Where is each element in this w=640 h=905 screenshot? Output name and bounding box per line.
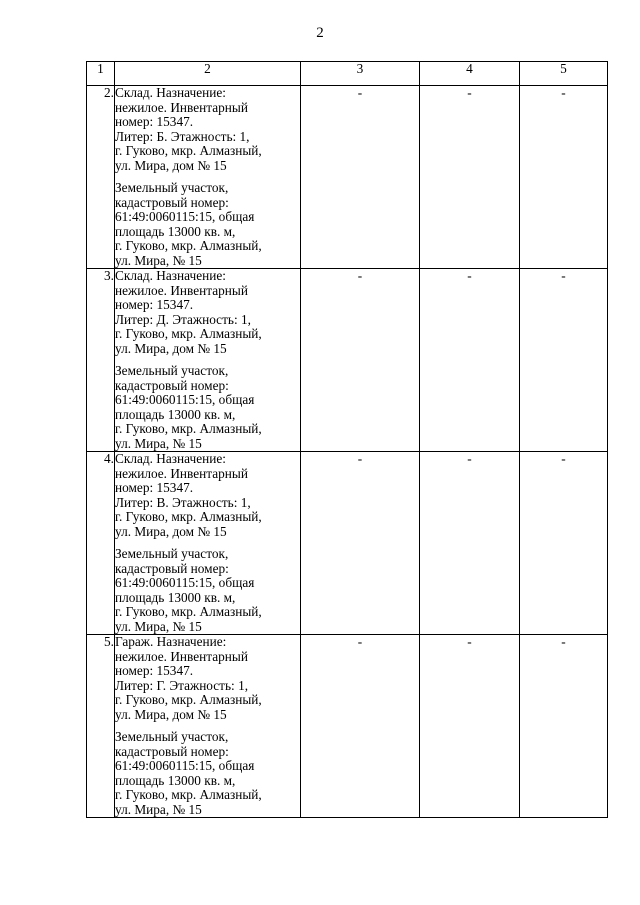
column-5-value: - xyxy=(520,452,608,635)
building-description: Гараж. Назначение: нежилое. Инвентарный номер: 15347. Литер: Г. Этажность: 1, г. Гуково, мкр. Алмазный, ул. Мира, дом № 15 xyxy=(115,634,262,722)
building-description: Склад. Назначение: нежилое. Инвентарный номер: 15347. Литер: В. Этажность: 1, г. Гуково, мкр. Алмазный, ул. Мира, дом № 15 xyxy=(115,451,262,539)
row-number: 5. xyxy=(87,635,115,818)
land-plot-description: Земельный участок, кадастровый номер: 61:49:0060115:15, общая площадь 13000 кв. м, г. Гуково, мкр. Алмазный, ул. Мира, № 15 xyxy=(115,180,262,268)
column-4-value: - xyxy=(420,269,520,452)
property-description xyxy=(115,452,301,635)
column-3-value: - xyxy=(301,452,420,635)
column-5-value: - xyxy=(520,86,608,269)
building-description: Склад. Назначение: нежилое. Инвентарный номер: 15347. Литер: Д. Этажность: 1, г. Гуково, мкр. Алмазный, ул. Мира, дом № 15 xyxy=(115,268,262,356)
land-plot-description: Земельный участок, кадастровый номер: 61:49:0060115:15, общая площадь 13000 кв. м, г. Гуково, мкр. Алмазный, ул. Мира, № 15 xyxy=(115,729,262,817)
table-header-row xyxy=(87,62,608,86)
table-row xyxy=(87,635,608,818)
building-description: Склад. Назначение: нежилое. Инвентарный номер: 15347. Литер: Б. Этажность: 1, г. Гуково, мкр. Алмазный, ул. Мира, дом № 15 xyxy=(115,85,262,173)
table-row xyxy=(87,269,608,452)
row-number: 2. xyxy=(87,86,115,269)
row-number: 3. xyxy=(87,269,115,452)
property-table xyxy=(86,61,608,818)
column-4-value: - xyxy=(420,86,520,269)
table-row xyxy=(87,86,608,269)
column-4-value: - xyxy=(420,452,520,635)
column-header-1: 1 xyxy=(87,62,115,86)
property-description xyxy=(115,635,301,818)
row-number: 4. xyxy=(87,452,115,635)
land-plot-description: Земельный участок, кадастровый номер: 61:49:0060115:15, общая площадь 13000 кв. м, г. Гуково, мкр. Алмазный, ул. Мира, № 15 xyxy=(115,546,262,634)
column-4-value: - xyxy=(420,635,520,818)
column-header-4: 4 xyxy=(420,62,520,86)
table-row xyxy=(87,452,608,635)
property-description xyxy=(115,269,301,452)
column-5-value: - xyxy=(520,269,608,452)
page-number: 2 xyxy=(316,25,324,41)
land-plot-description: Земельный участок, кадастровый номер: 61:49:0060115:15, общая площадь 13000 кв. м, г. Гуково, мкр. Алмазный, ул. Мира, № 15 xyxy=(115,363,262,451)
column-header-3: 3 xyxy=(301,62,420,86)
column-header-5: 5 xyxy=(520,62,608,86)
property-description xyxy=(115,86,301,269)
column-5-value: - xyxy=(520,635,608,818)
column-3-value: - xyxy=(301,86,420,269)
column-3-value: - xyxy=(301,269,420,452)
column-3-value: - xyxy=(301,635,420,818)
column-header-2: 2 xyxy=(115,62,301,86)
